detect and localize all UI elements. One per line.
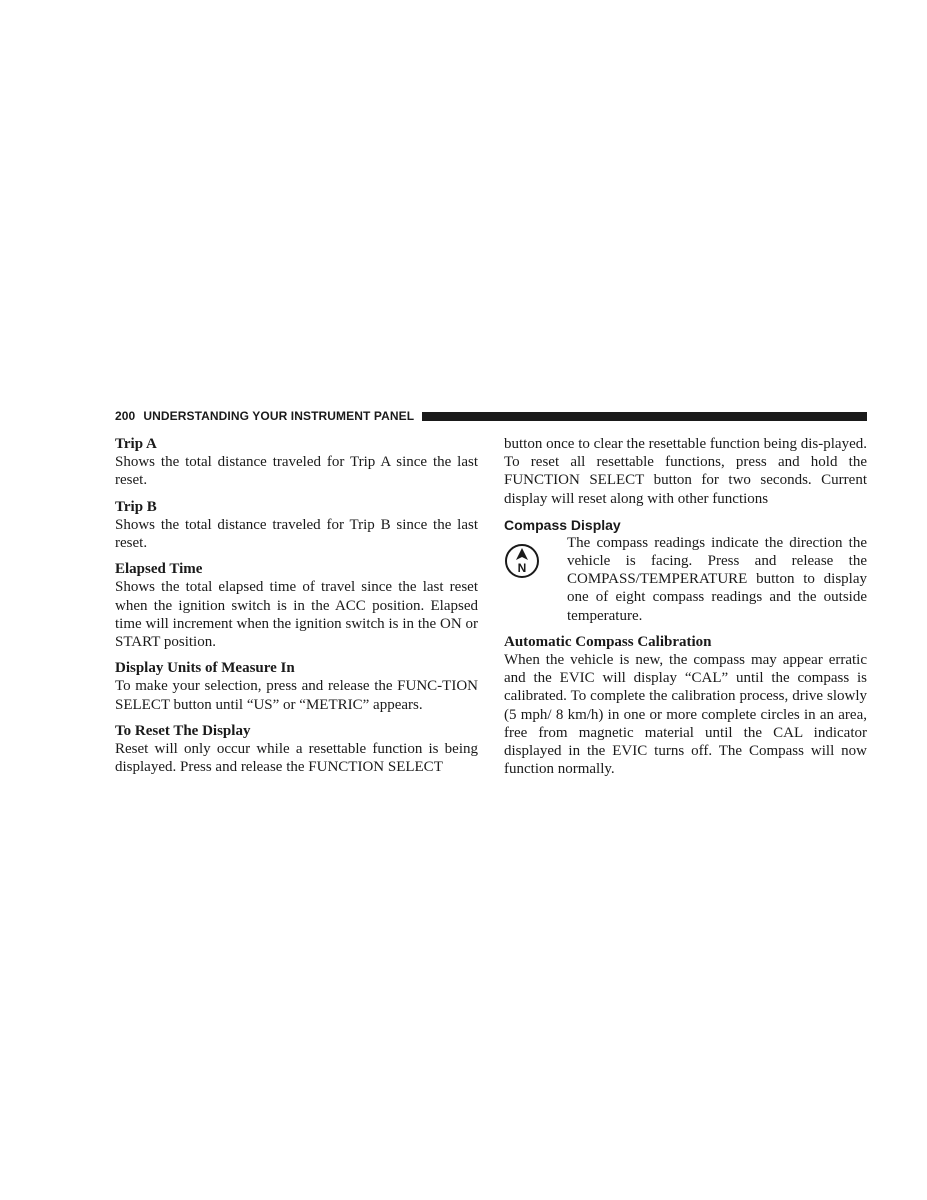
calibration-heading: Automatic Compass Calibration — [504, 633, 712, 650]
right-column — [504, 435, 867, 786]
elapsed-time-section — [115, 560, 478, 651]
compass-icon-letter: N — [517, 560, 527, 575]
display-units-section — [115, 659, 478, 714]
trip-a-text: Shows the total distance traveled for Trip A since the last reset. — [115, 454, 478, 489]
compass-icon — [504, 534, 567, 625]
compass-display-heading: Compass Display — [504, 516, 621, 533]
reset-display-heading: To Reset The Display — [115, 722, 251, 739]
trip-b-text: Shows the total distance traveled for Trip B since the last reset. — [115, 516, 478, 552]
reset-continuation-text: button once to clear the resettable function being dis-played. To reset all resettable functions, press and hold the FUNCTION SELECT button for two seconds. Current display will reset along with other functions — [504, 436, 867, 507]
elapsed-time-heading: Elapsed Time — [115, 561, 203, 578]
page-header — [115, 408, 867, 424]
display-units-heading: Display Units of Measure In — [115, 660, 295, 677]
reset-continuation-section — [504, 435, 867, 508]
display-units-text: To make your selection, press and release the FUNC-TION SELECT button until “US” or “METRIC” appears. — [115, 678, 478, 713]
reset-display-text: Reset will only occur while a resettable function is being displayed. Press and release the FUNCTION SELECT — [115, 741, 478, 776]
trip-b-section — [115, 498, 478, 553]
section-title: UNDERSTANDING YOUR INSTRUMENT PANEL — [143, 409, 415, 423]
calibration-section — [504, 633, 867, 779]
trip-a-section — [115, 435, 478, 490]
reset-display-section — [115, 722, 478, 777]
header-rule — [422, 412, 867, 421]
calibration-text: When the vehicle is new, the compass may appear erratic and the EVIC will display “CAL” until the compass is calibrated. To complete the calibration process, drive slowly (5 mph/ 8 km/h) in one or more complete circles in an area, free from magnetic material until the CAL indicator displayed in the EVIC turns off. The Compass will now function normally. — [504, 652, 867, 778]
compass-display-text: The compass readings indicate the direction the vehicle is facing. Press and release the COMPASS/TEMPERATURE button to display one of eight compass readings and the outside temperature. — [567, 534, 867, 624]
elapsed-time-text: Shows the total elapsed time of travel since the last reset when the ignition switch is in the ACC position. Elapsed time will increment when the ignition switch is in the ON or START position. — [115, 579, 478, 651]
page-number: 200 — [115, 409, 136, 423]
compass-display-section — [504, 534, 867, 625]
left-column — [115, 435, 478, 784]
trip-b-heading: Trip B — [115, 498, 157, 515]
trip-a-heading: Trip A — [115, 436, 157, 452]
